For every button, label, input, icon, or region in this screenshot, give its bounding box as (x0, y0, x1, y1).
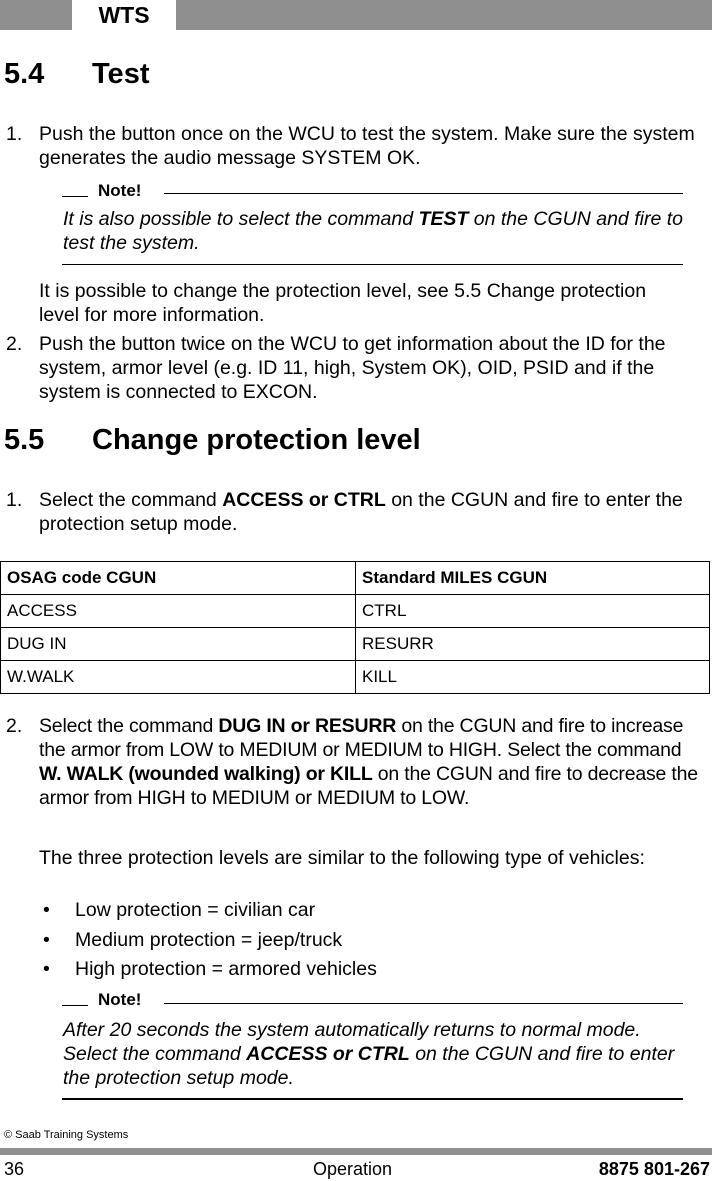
section-title: Test (92, 58, 150, 90)
step-text-mid: on the CGUN and fire to increase the armor from LOW to MEDIUM or MEDIUM to HIGH. Select the command (39, 715, 684, 761)
note-rule-top-left (62, 196, 88, 197)
list-item: Low protection = civilian car (75, 899, 316, 921)
note-text (63, 207, 688, 255)
bullet-marker: • (43, 899, 50, 921)
step-text (39, 488, 704, 536)
header-bar-right (176, 0, 712, 30)
command-table (0, 561, 710, 694)
footer-bar (0, 1148, 712, 1155)
table-cell: CTRL (356, 595, 710, 628)
chapter-name: Operation (313, 1159, 393, 1179)
list-item: High protection = armored vehicles (75, 958, 377, 980)
list-item: Medium protection = jeep/truck (75, 929, 343, 951)
bullet-marker: • (43, 929, 50, 951)
note-text-post: on the CGUN and fire to enter the protection setup mode. (63, 1043, 675, 1089)
note-text (63, 1018, 691, 1090)
table-header-row (1, 562, 710, 595)
paragraph: The three protection levels are similar to the following type of vehicles: (39, 847, 645, 869)
note-rule-top-right (164, 193, 683, 194)
table-cell: KILL (356, 661, 710, 694)
table-row (1, 628, 710, 661)
step-text-bold: W. WALK (wounded walking) or KILL (39, 763, 373, 785)
bullet-marker: • (43, 958, 50, 980)
step-text-bold: ACCESS or CTRL (222, 489, 386, 511)
table-header: Standard MILES CGUN (356, 562, 710, 595)
table-row (1, 595, 710, 628)
note-text-bold: TEST (418, 208, 469, 230)
step-text-post: on the CGUN and fire to decrease the armor from HIGH to MEDIUM or MEDIUM to LOW. (39, 763, 698, 809)
step-number: 1. (6, 489, 23, 511)
step-text-bold: DUG IN or RESURR (218, 715, 397, 737)
step-text: Push the button twice on the WCU to get information about the ID for the system, armor level (e.g. ID 11, high, System OK), OID, PSID and if the system is connected to EXCON. (39, 333, 666, 403)
note-text-post: on the CGUN and fire to test the system. (63, 208, 683, 254)
step-number: 1. (6, 123, 23, 145)
header-bar-left (0, 0, 72, 30)
header-title: WTS (98, 2, 150, 28)
note-text-bold: ACCESS or CTRL (246, 1043, 410, 1065)
note-rule-bottom (62, 1098, 683, 1100)
section-number: 5.5 (4, 424, 45, 456)
table-cell: ACCESS (1, 595, 356, 628)
note-rule-top-right (164, 1003, 683, 1004)
step-text-post: on the CGUN and fire to enter the protection setup mode. (39, 489, 683, 535)
note-text-pre: After 20 seconds the system automatically returns to normal mode. Select the command (63, 1019, 641, 1065)
note-rule-top-left (62, 1005, 88, 1006)
paragraph: It is possible to change the protection level, see 5.5 Change protection level for more information. (39, 280, 647, 326)
note-label: Note! (94, 990, 145, 1010)
note-rule-bottom (62, 264, 683, 265)
note-text-pre: It is also possible to select the command (63, 208, 419, 230)
step-number: 2. (6, 333, 23, 355)
table-cell: RESURR (356, 628, 710, 661)
section-title: Change protection level (92, 424, 421, 456)
document-number: 8875 801-267 (598, 1159, 710, 1179)
note-label: Note! (94, 181, 145, 201)
table-cell: DUG IN (1, 628, 356, 661)
copyright: © Saab Training Systems (4, 1129, 129, 1141)
step-text-pre: Select the command (39, 715, 219, 737)
table-header: OSAG code CGUN (1, 562, 356, 595)
step-text-pre: Select the command (39, 489, 223, 511)
step-number: 2. (6, 715, 23, 737)
section-number: 5.4 (4, 58, 45, 90)
step-text (39, 714, 707, 810)
table-cell: W.WALK (1, 661, 356, 694)
table-row (1, 661, 710, 694)
page-number: 36 (4, 1159, 25, 1179)
step-text: Push the button once on the WCU to test the system. Make sure the system generates the audio message SYSTEM OK. (39, 123, 695, 169)
